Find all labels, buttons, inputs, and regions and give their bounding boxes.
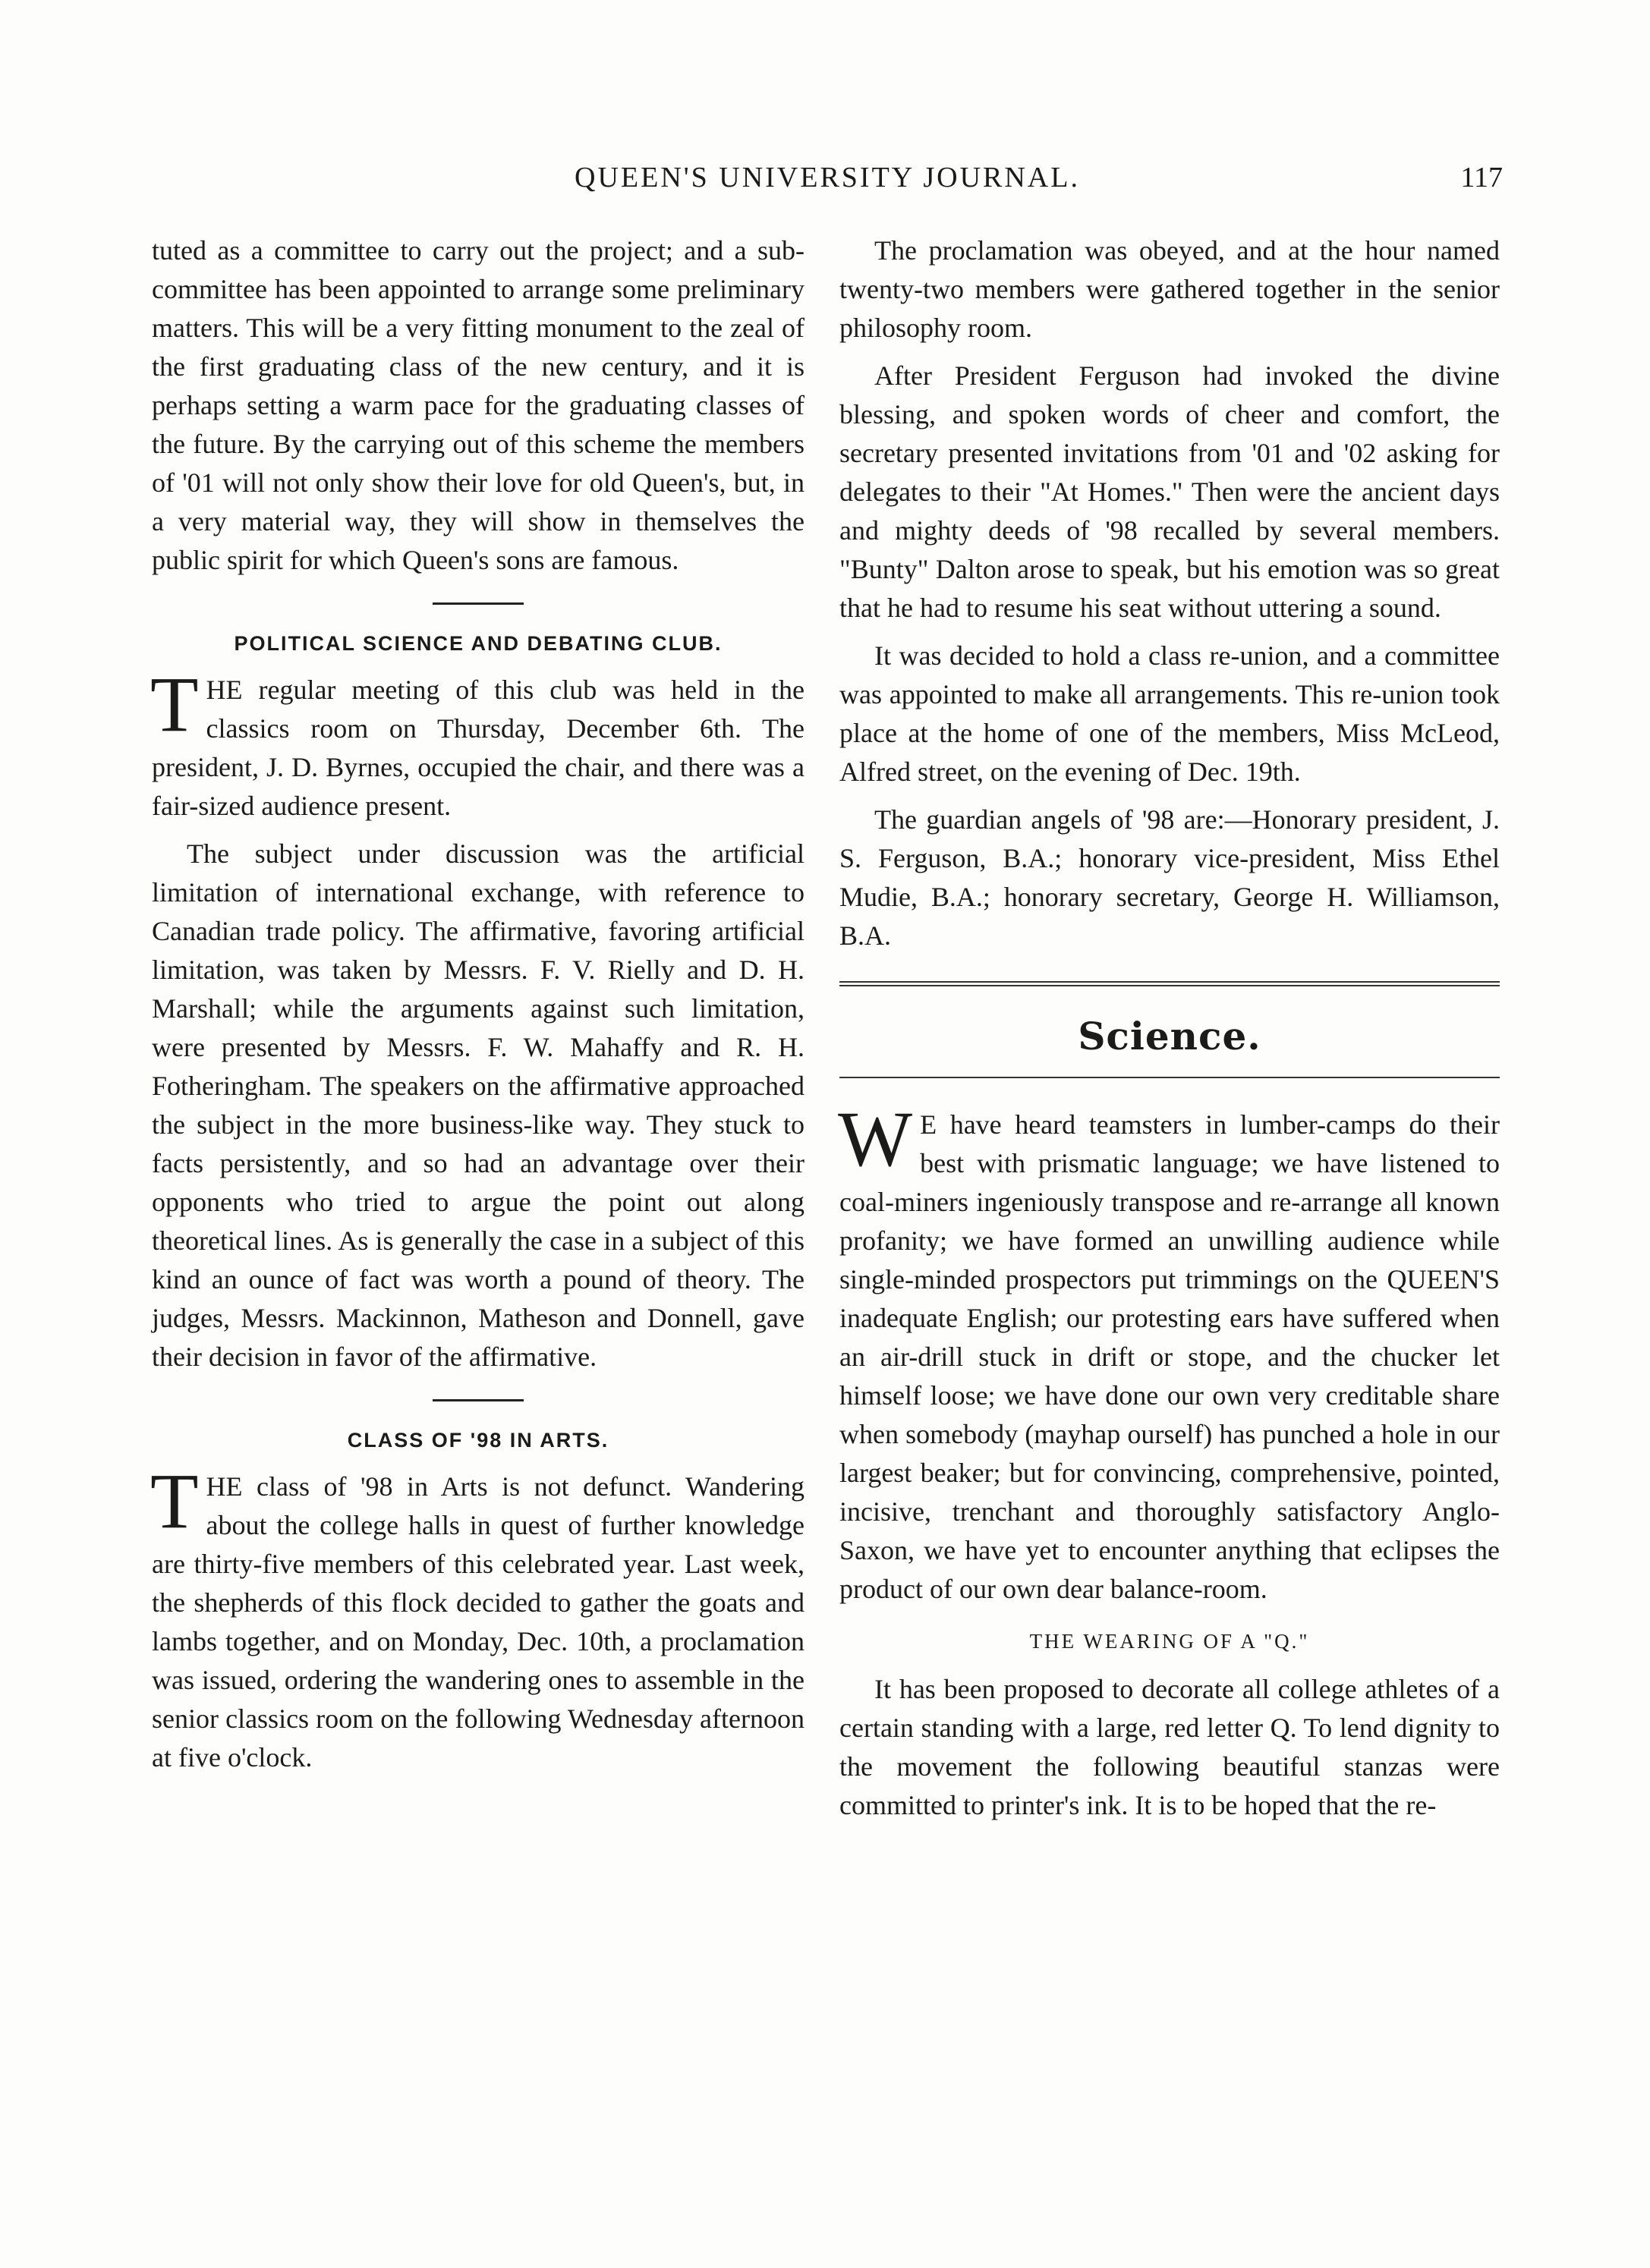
- left-column: [152, 231, 805, 1786]
- running-head: [152, 161, 1503, 206]
- section-double-rule: [839, 981, 1500, 986]
- class-of-98-heading: CLASS OF '98 IN ARTS.: [347, 1429, 609, 1452]
- right-column: [839, 231, 1500, 1834]
- science-para-1: W E have heard teamsters in lumber-camps do their best with prismatic language; we have listened to coal-miners ingeniously transpose and re-arrange all known profanity; we have formed an unwilling audience while single-minded prospectors put trimmings on the QUEEN'S inadequate English; our protesting ears have suffered when an air-drill stuck in drift or stope, and the chucker let himself loose; we have done our own very creditable share when somebody (mayhap ourself) has punched a hole in our largest beaker; but for convincing, comprehensive, pointed, incisive, trenchant and thoroughly satisfactory Anglo-Saxon, we have yet to encounter anything that eclipses the product of our own dear balance-room.: [838, 1096, 1500, 1604]
- journal-title: QUEEN'S UNIVERSITY JOURNAL.: [575, 162, 1080, 193]
- section-divider: [433, 602, 524, 605]
- political-science-para-2: The subject under discussion was the artificial limitation of international exchange, with reference to Canadian trade policy. The affirmative, favoring artificial limitation, was taken by Messrs. F. V. Rielly and D. H. Marshall; while the arguments against such limitation, were presented by Messrs. F. W. Mahaffy and R. H. Fotheringham. The speakers on the affirmative approached the subject in the more business-like way. They stuck to facts persistently, and so had an advantage over their opponents who tried to argue the point out along theoretical lines. As is generally the case in a subject of this kind an ounce of fact was worth a pound of theory. The judges, Messrs. Mackinnon, Matheson and Donnell, gave their decision in favor of the affirmative.: [152, 838, 805, 1372]
- science-heading: Science.: [1078, 1014, 1261, 1059]
- science-rule: [839, 1077, 1500, 1078]
- class-paragraph-2: After President Ferguson had invoked the divine blessing, and spoken words of cheer and comfort, the secretary presented invitations from '01 and '02 asking for delegates to their "At Homes." Then were the ancient days and mighty deeds of '98 recalled by several members. "Bunty" Dalton arose to speak, but his emotion was so great that he had to resume his seat without uttering a sound.: [839, 360, 1500, 623]
- class-paragraph-4: The guardian angels of '98 are:—Honorary president, J. S. Ferguson, B.A.; honorary vice-president, Miss Ethel Mudie, B.A.; honorary secretary, George H. Williamson, B.A.: [839, 804, 1500, 951]
- wearing-of-q-heading: THE WEARING OF A "Q.": [1029, 1630, 1310, 1653]
- science-para-2: It has been proposed to decorate all college athletes of a certain standing with a large, red letter Q. To lend dignity to the movement the following beautiful stanzas were committed to printer's ink. It is to be hoped that the re-: [839, 1674, 1500, 1820]
- drop-cap: T: [150, 661, 199, 748]
- drop-cap: T: [150, 1458, 199, 1545]
- class-of-98-para-1: THE class of '98 in Arts is not defunct. Wandering about the college halls in quest of further knowledge are thirty-five members of this celebrated year. Last week, the shepherds of this flock decided to gather the goats and lambs together, and on Monday, Dec. 10th, a proclamation was issued, ordering the wandering ones to assemble in the senior classics room on the following Wednesday afternoon at five o'clock.: [150, 1458, 805, 1773]
- continued-paragraph: tuted as a committee to carry out the project; and a sub-committee has been appointed to arrange some preliminary matters. This will be a very fitting monument to the zeal of the first graduating class of the new century, and it is perhaps setting a warm pace for the graduating classes of the future. By the carrying out of this scheme the members of '01 will not only show their love for old Queen's, but, in a very material way, they will show in themselves the public spirit for which Queen's sons are famous.: [152, 235, 805, 575]
- political-science-para-1: THE regular meeting of this club was held in the classics room on Thursday, December 6th. The president, J. D. Byrnes, occupied the chair, and there was a fair-sized audience present.: [150, 661, 805, 821]
- drop-cap: W: [838, 1096, 913, 1183]
- class-paragraph-3: It was decided to hold a class re-union, and a committee was appointed to make all arrangements. This re-union took place at the home of one of the members, Miss McLeod, Alfred street, on the evening of Dec. 19th.: [839, 640, 1500, 787]
- page-number: 117: [1460, 162, 1503, 193]
- political-science-heading: POLITICAL SCIENCE AND DEBATING CLUB.: [234, 632, 723, 655]
- section-divider: [433, 1399, 524, 1401]
- class-paragraph-1: The proclamation was obeyed, and at the hour named twenty-two members were gathered together in the senior philosophy room.: [839, 235, 1500, 343]
